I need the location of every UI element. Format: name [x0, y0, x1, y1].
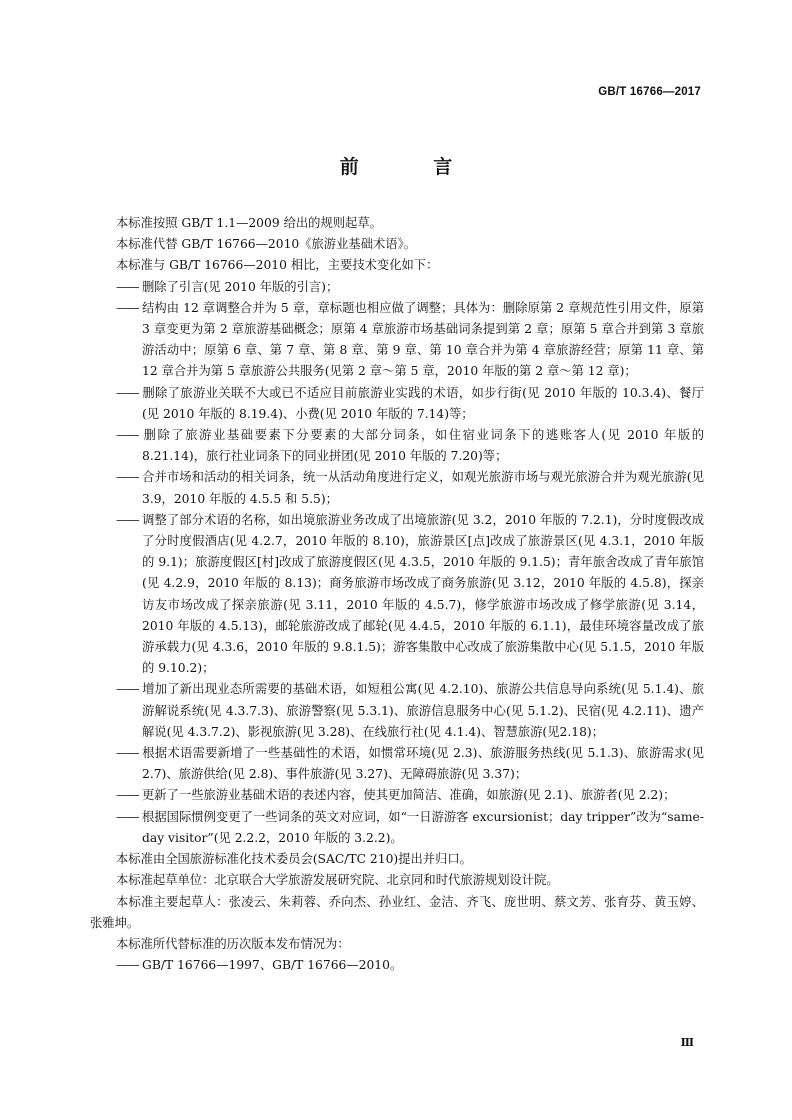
closing-paragraph: 本标准主要起草人：张凌云、朱莉蓉、乔向杰、孙业红、金洁、齐飞、庞世明、蔡文芳、张育芬、黄玉婷、张雅坤。 — [90, 894, 704, 930]
change-text: 删除了引言(见 2010 年版的引言)； — [142, 279, 339, 294]
history-text: GB/T 16766—1997、GB/T 16766—2010。 — [142, 958, 403, 973]
dash-marker: —— — [116, 428, 139, 443]
intro-paragraph: 本标准代替 GB/T 16766—2010《旅游业基础术语》。 — [116, 237, 417, 252]
change-item — [90, 807, 704, 849]
dash-marker: —— — [116, 470, 139, 485]
closing-paragraph: 本标准由全国旅游标准化技术委员会(SAC/TC 210)提出并归口。 — [116, 852, 472, 867]
change-item — [90, 277, 704, 298]
standard-number: GB/T 16766—2017 — [598, 86, 701, 98]
closing-paragraph: 本标准起草单位：北京联合大学旅游发展研究院、北京同和时代旅游规划设计院。 — [116, 873, 559, 888]
change-item — [90, 425, 704, 467]
history-item — [90, 955, 704, 976]
change-text: 结构由 12 章调整合并为 5 章，章标题也相应做了调整；具体为：删除原第 2 章规范性引用文件，原第 3 章变更为第 2 章旅游基础概念；原第 4 章旅游市场基础词条提到第 2 章；原第 5 章合并到第 3 章旅游活动中；原第 6 章、第 7 章、第 8 章、第 9 章、第 10 章合并为第 4 章旅游经营；原第 11 章、第 12 章合并为第 5 章旅游公共服务(见第 2 章～第 5 章，2010 年版的第 2 章～第 12 章)； — [142, 300, 704, 379]
intro-paragraph: 本标准与 GB/T 16766—2010 相比，主要技术变化如下： — [116, 258, 439, 273]
change-text: 增加了新出现业态所需要的基础术语，如短租公寓(见 4.2.10)、旅游公共信息导向系统(见 5.1.4)、旅游解说系统(见 4.3.7.3)、旅游警察(见 5.3.1)、旅游信息服务中心(见 5.1.2)、民宿(见 4.2.11)、遗产解说(见 4.3.7.2)、影视旅游(见 3.28)、在线旅行社(见 4.1.4)、智慧旅游(见2.18)； — [142, 682, 704, 739]
change-item — [90, 298, 704, 383]
closing-paragraph: 本标准所代替标准的历次版本发布情况为： — [116, 936, 350, 951]
change-text: 删除了旅游业关联不大或已不适应目前旅游业实践的术语，如步行街(见 2010 年版的 10.3.4)、餐厅(见 2010 年版的 8.19.4)、小费(见 2010 年版的 7.14)等； — [142, 385, 704, 421]
change-text: 更新了一些旅游业基础术语的表述内容，使其更加简洁、准确，如旅游(见 2.1)、旅游者(见 2.2)； — [142, 788, 676, 803]
foreword-body — [90, 213, 704, 976]
intro-paragraph: 本标准按照 GB/T 1.1—2009 给出的规则起草。 — [116, 216, 382, 230]
page-title: 前 言 — [339, 156, 487, 178]
dash-marker: —— — [116, 788, 139, 803]
dash-marker: —— — [116, 279, 139, 294]
page-number: Ⅲ — [680, 1036, 694, 1049]
dash-marker: —— — [116, 300, 139, 315]
dash-marker: —— — [116, 746, 139, 761]
dash-marker: —— — [116, 682, 139, 697]
change-text: 调整了部分术语的名称，如出境旅游业务改成了出境旅游(见 3.2，2010 年版的 7.2.1)，分时度假改成了分时度假酒店(见 4.2.7，2010 年版的 8.10)，旅游景区[点]改成了旅游景区(见 4.3.1，2010 年版的 9.1)；旅游度假区[村]改成了旅游度假区(见 4.3.5，2010 年版的 9.1.5)；青年旅舍改成了青年旅馆(见 4.2.9，2010 年版的 8.13)；商务旅游市场改成了商务旅游(见 3.12，2010 年版的 4.5.8)，探亲访友市场改成了探亲旅游(见 3.11，2010 年版的 4.5.7)，修学旅游市场改成了修学旅游(见 3.14，2010 年版的 4.5.13)，邮轮旅游改成了邮轮(见 4.4.5，2010 年版的 6.1.1)，最佳环境容量改成了旅游承载力(见 4.3.6，2010 年版的 9.8.1.5)；游客集散中心改成了旅游集散中心(见 5.1.5，2010 年版的 9.10.2)； — [142, 512, 704, 676]
change-item — [90, 679, 704, 743]
change-text: 合并市场和活动的相关词条，统一从活动角度进行定义，如观光旅游市场与观光旅游合并为观光旅游(见 3.9，2010 年版的 4.5.5 和 5.5)； — [142, 470, 704, 506]
change-item — [90, 785, 704, 806]
change-item — [90, 467, 704, 509]
dash-marker: —— — [116, 809, 139, 824]
change-item — [90, 383, 704, 425]
change-text: 根据国际惯例变更了一些词条的英文对应词，如“一日游游客 excursionist；day tripper”改为“same-day visitor”(见 2.2.2，2010 年版的 3.2.2)。 — [142, 809, 704, 845]
change-text: 根据术语需要新增了一些基础性的术语，如惯常环境(见 2.3)、旅游服务热线(见 5.1.3)、旅游需求(见 2.7)、旅游供给(见 2.8)、事件旅游(见 3.27)、无障碍旅游(见 3.37)； — [142, 746, 704, 782]
change-text: 删除了旅游业基础要素下分要素的大部分词条，如住宿业词条下的逃账客人(见 2010 年版的 8.21.14)，旅行社业词条下的同业拼团(见 2010 年版的 7.20)等； — [142, 428, 704, 464]
dash-marker: —— — [116, 512, 139, 527]
dash-marker: —— — [116, 385, 139, 400]
change-item — [90, 743, 704, 785]
change-item — [90, 510, 704, 680]
dash-marker: —— — [116, 958, 139, 973]
